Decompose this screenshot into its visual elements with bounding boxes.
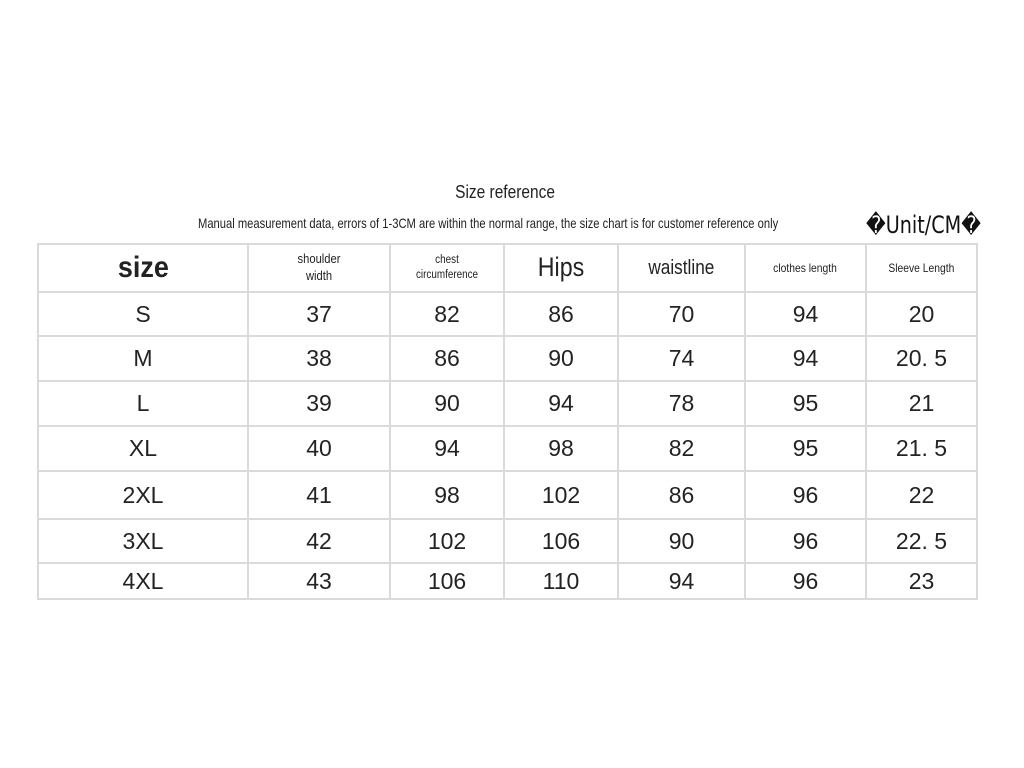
measurement-cell: 110: [504, 563, 618, 599]
measurement-cell: 74: [618, 336, 745, 381]
size-label-cell: XL: [38, 426, 248, 471]
measurement-cell: 95: [745, 381, 866, 426]
size-row: [38, 471, 977, 519]
header-shoulder-width: [248, 244, 390, 292]
measurement-cell: 94: [745, 292, 866, 336]
measurement-cell: 98: [390, 471, 504, 519]
measurement-cell: 37: [248, 292, 390, 336]
size-label-cell: 4XL: [38, 563, 248, 599]
measurement-cell: 40: [248, 426, 390, 471]
header-waistline: [618, 244, 745, 292]
measurement-cell: 43: [248, 563, 390, 599]
measurement-cell: 98: [504, 426, 618, 471]
size-row: [38, 381, 977, 426]
measurement-cell: 82: [390, 292, 504, 336]
measurement-cell: 82: [618, 426, 745, 471]
measurement-cell: 86: [618, 471, 745, 519]
header-chest-circumference-label: chest circumference: [415, 254, 479, 281]
size-row: [38, 519, 977, 563]
measurement-cell: 94: [390, 426, 504, 471]
measurement-cell: 96: [745, 471, 866, 519]
measurement-cell: 39: [248, 381, 390, 426]
header-waistline-label: waistline: [648, 256, 715, 279]
header-hips-label: Hips: [537, 252, 585, 283]
header-hips: [504, 244, 618, 292]
measurement-cell: 106: [504, 519, 618, 563]
header-clothes-length-label: clothes length: [773, 261, 838, 275]
size-row: [38, 336, 977, 381]
size-label-cell: L: [38, 381, 248, 426]
measurement-cell: 21. 5: [866, 426, 977, 471]
measurement-cell: 23: [866, 563, 977, 599]
measurement-cell: 96: [745, 563, 866, 599]
measurement-cell: 94: [618, 563, 745, 599]
measurement-cell: 20. 5: [866, 336, 977, 381]
measurement-cell: 96: [745, 519, 866, 563]
size-label-cell: 3XL: [38, 519, 248, 563]
measurement-cell: 78: [618, 381, 745, 426]
size-label-cell: M: [38, 336, 248, 381]
measurement-cell: 86: [390, 336, 504, 381]
size-row: [38, 426, 977, 471]
measurement-cell: 102: [504, 471, 618, 519]
measurement-cell: 86: [504, 292, 618, 336]
header-chest-circumference: [390, 244, 504, 292]
size-table-header: [38, 244, 977, 292]
unit-label: �Unit/CM�: [866, 211, 981, 239]
header-shoulder-width-label: shoulder width: [297, 251, 341, 283]
header-size: [38, 244, 248, 292]
measurement-cell: 90: [618, 519, 745, 563]
size-label-cell: S: [38, 292, 248, 336]
header-clothes-length: [745, 244, 866, 292]
header-sleeve-length-label: Sleeve Length: [888, 261, 955, 275]
measurement-cell: 106: [390, 563, 504, 599]
measurement-cell: 38: [248, 336, 390, 381]
measurement-cell: 22. 5: [866, 519, 977, 563]
measurement-cell: 94: [504, 381, 618, 426]
measurement-cell: 22: [866, 471, 977, 519]
size-table: [37, 243, 978, 600]
size-row: [38, 563, 977, 599]
measurement-cell: 90: [504, 336, 618, 381]
title-container: [0, 182, 1010, 203]
page-title: Size reference: [455, 182, 555, 202]
measurement-cell: 20: [866, 292, 977, 336]
header-size-label: size: [117, 251, 169, 285]
measurement-cell: 21: [866, 381, 977, 426]
size-label-cell: 2XL: [38, 471, 248, 519]
measurement-cell: 41: [248, 471, 390, 519]
measurement-cell: 90: [390, 381, 504, 426]
measurement-cell: 70: [618, 292, 745, 336]
measurement-cell: 94: [745, 336, 866, 381]
size-table-body: [38, 292, 977, 599]
header-row: [38, 244, 977, 292]
header-sleeve-length: [866, 244, 977, 292]
measurement-cell: 42: [248, 519, 390, 563]
size-row: [38, 292, 977, 336]
measurement-cell: 102: [390, 519, 504, 563]
measurement-note: Manual measurement data, errors of 1-3CM are within the normal range, the size chart is for customer reference only: [198, 215, 779, 231]
measurement-cell: 95: [745, 426, 866, 471]
